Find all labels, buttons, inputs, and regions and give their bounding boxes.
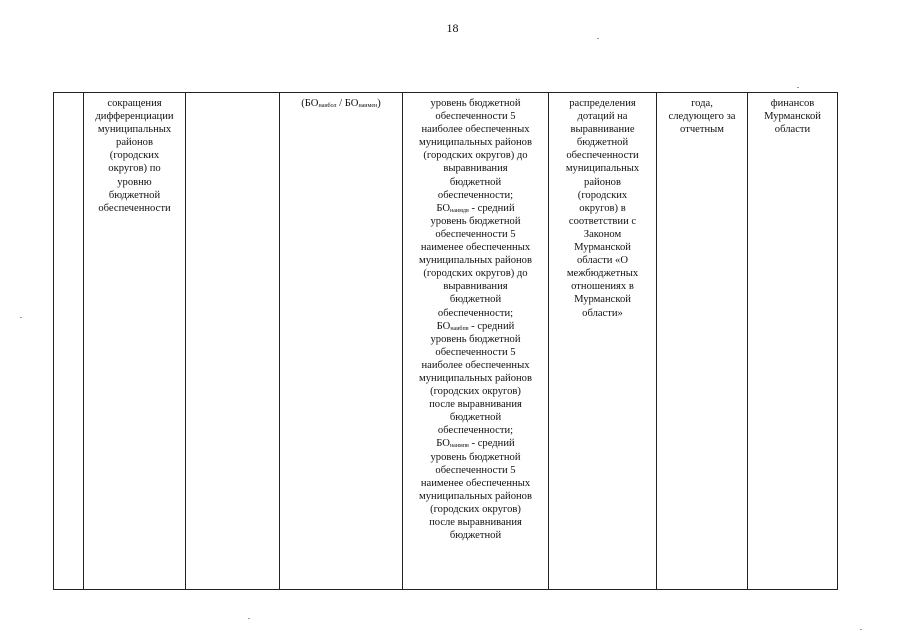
text-line: следующего за bbox=[668, 111, 736, 123]
text-line: муниципальных bbox=[565, 163, 640, 175]
definition-min-after bbox=[406, 451, 545, 543]
text-line: выравнивания bbox=[443, 281, 508, 293]
text-line: области» bbox=[582, 307, 623, 319]
scan-speck bbox=[797, 87, 799, 88]
text-line: уровень бюджетной bbox=[430, 98, 521, 109]
text-line: Законом bbox=[583, 228, 622, 240]
term-text: - средний bbox=[468, 320, 515, 332]
definition-max-after bbox=[406, 333, 545, 438]
cell-number bbox=[54, 93, 84, 590]
text-line: Мурманской bbox=[574, 242, 631, 254]
text-line: области bbox=[774, 124, 811, 136]
text-line: дифференциации bbox=[95, 111, 174, 123]
scan-speck bbox=[248, 618, 250, 619]
text-line: округов) по bbox=[108, 163, 161, 175]
text-line: наиболее обеспеченных bbox=[421, 359, 530, 371]
term-lead: БО bbox=[436, 438, 450, 450]
cell-period bbox=[657, 93, 748, 590]
cell-indicator-name bbox=[84, 93, 186, 590]
text-line: отчетным bbox=[680, 124, 724, 136]
table-row bbox=[54, 93, 838, 590]
text-line: наиболее обеспеченных bbox=[421, 124, 530, 136]
text-line: финансов bbox=[770, 98, 815, 109]
text-line: обеспеченности; bbox=[437, 425, 514, 437]
text-line: муниципальных районов bbox=[419, 372, 532, 384]
text-line: наименее обеспеченных bbox=[420, 242, 531, 254]
text-line: (городских bbox=[109, 150, 160, 162]
text-line: соответствии с bbox=[568, 215, 637, 227]
text-line: уровень бюджетной bbox=[430, 215, 521, 227]
formula bbox=[301, 98, 380, 109]
text-line: округов) в bbox=[579, 202, 626, 214]
text-line: обеспеченности 5 bbox=[435, 346, 516, 358]
text-line: выравнивания bbox=[443, 163, 508, 175]
text-line: обеспеченности bbox=[566, 150, 639, 162]
text-line: дотаций на bbox=[577, 111, 628, 123]
text-line: бюджетной bbox=[108, 189, 161, 201]
text-line: Мурманской bbox=[574, 294, 631, 306]
cell-unit bbox=[186, 93, 280, 590]
text-line: (городских округов) bbox=[430, 386, 521, 398]
text-line: наименее обеспеченных bbox=[420, 477, 531, 489]
indicator-table bbox=[53, 92, 838, 590]
term-text: - средний bbox=[468, 202, 515, 214]
cell-lines bbox=[552, 97, 653, 320]
formula-sub-max: наибол bbox=[318, 103, 337, 109]
text-line: (городских округов) до bbox=[423, 150, 528, 162]
text-line: (городских округов) до bbox=[423, 268, 528, 280]
text-line: муниципальных районов bbox=[419, 490, 532, 502]
term-text: - средний bbox=[468, 438, 515, 450]
term-lead: БО bbox=[436, 202, 451, 214]
scan-speck bbox=[860, 629, 862, 630]
text-line: Мурманской bbox=[764, 111, 821, 123]
text-line: обеспеченности; bbox=[437, 189, 514, 201]
text-line: обеспеченности bbox=[98, 202, 171, 214]
term-sub: наимпв bbox=[449, 443, 469, 450]
definition-min-before-head bbox=[406, 202, 545, 215]
term-sub: наибпв bbox=[450, 325, 469, 332]
cell-lines bbox=[660, 97, 744, 136]
formula-open: (БО bbox=[301, 98, 319, 109]
text-line: уровню bbox=[117, 176, 152, 188]
cell-formula bbox=[280, 93, 403, 590]
text-line: обеспеченности; bbox=[437, 307, 514, 319]
formula-close: ) bbox=[377, 98, 381, 109]
text-line: года, bbox=[691, 98, 713, 109]
formula-divider: / БО bbox=[336, 98, 359, 109]
text-line: обеспеченности 5 bbox=[435, 111, 516, 123]
cell-responsible bbox=[748, 93, 838, 590]
text-line: выравнивание bbox=[570, 124, 635, 136]
text-line: области «О bbox=[576, 255, 628, 267]
text-line: обеспеченности 5 bbox=[435, 228, 516, 240]
text-line: муниципальных районов bbox=[419, 137, 532, 149]
text-line: отношениях в bbox=[571, 281, 634, 293]
definition-max-after-head bbox=[406, 320, 545, 333]
formula-sub-min: наимен bbox=[358, 103, 378, 109]
text-line: сокращения bbox=[107, 98, 162, 109]
cell-source bbox=[549, 93, 657, 590]
term-sub: наимдв bbox=[450, 207, 469, 214]
text-line: бюджетной bbox=[449, 294, 502, 306]
text-line: уровень бюджетной bbox=[430, 451, 521, 463]
text-line: обеспеченности 5 bbox=[435, 464, 516, 476]
text-line: уровень бюджетной bbox=[430, 333, 521, 345]
cell-lines bbox=[751, 97, 834, 136]
text-line: межбюджетных bbox=[566, 268, 639, 280]
text-line: распределения bbox=[569, 98, 636, 109]
definition-min-before bbox=[406, 215, 545, 320]
text-line: районов bbox=[116, 137, 153, 149]
cell-definitions bbox=[403, 93, 549, 590]
cell-lines bbox=[87, 97, 182, 215]
text-line: после выравнивания bbox=[429, 517, 522, 528]
text-line: бюджетной bbox=[449, 176, 502, 188]
definition-max-before bbox=[406, 97, 545, 202]
text-line: районов bbox=[584, 176, 621, 188]
term-lead: БО bbox=[436, 320, 451, 332]
text-line: после выравнивания bbox=[429, 399, 522, 411]
text-line: муниципальных районов bbox=[419, 255, 532, 267]
scan-speck bbox=[20, 317, 22, 318]
text-line: муниципальных bbox=[97, 124, 172, 136]
text-line: бюджетной bbox=[449, 412, 502, 424]
text-line: бюджетной bbox=[576, 137, 629, 149]
text-line: (городских bbox=[577, 189, 628, 201]
text-line: бюджетной bbox=[449, 530, 502, 542]
page-number: 18 bbox=[446, 21, 459, 35]
scan-speck bbox=[597, 38, 599, 39]
definition-min-after-head bbox=[406, 437, 545, 450]
text-line: (городских округов) bbox=[430, 503, 521, 515]
